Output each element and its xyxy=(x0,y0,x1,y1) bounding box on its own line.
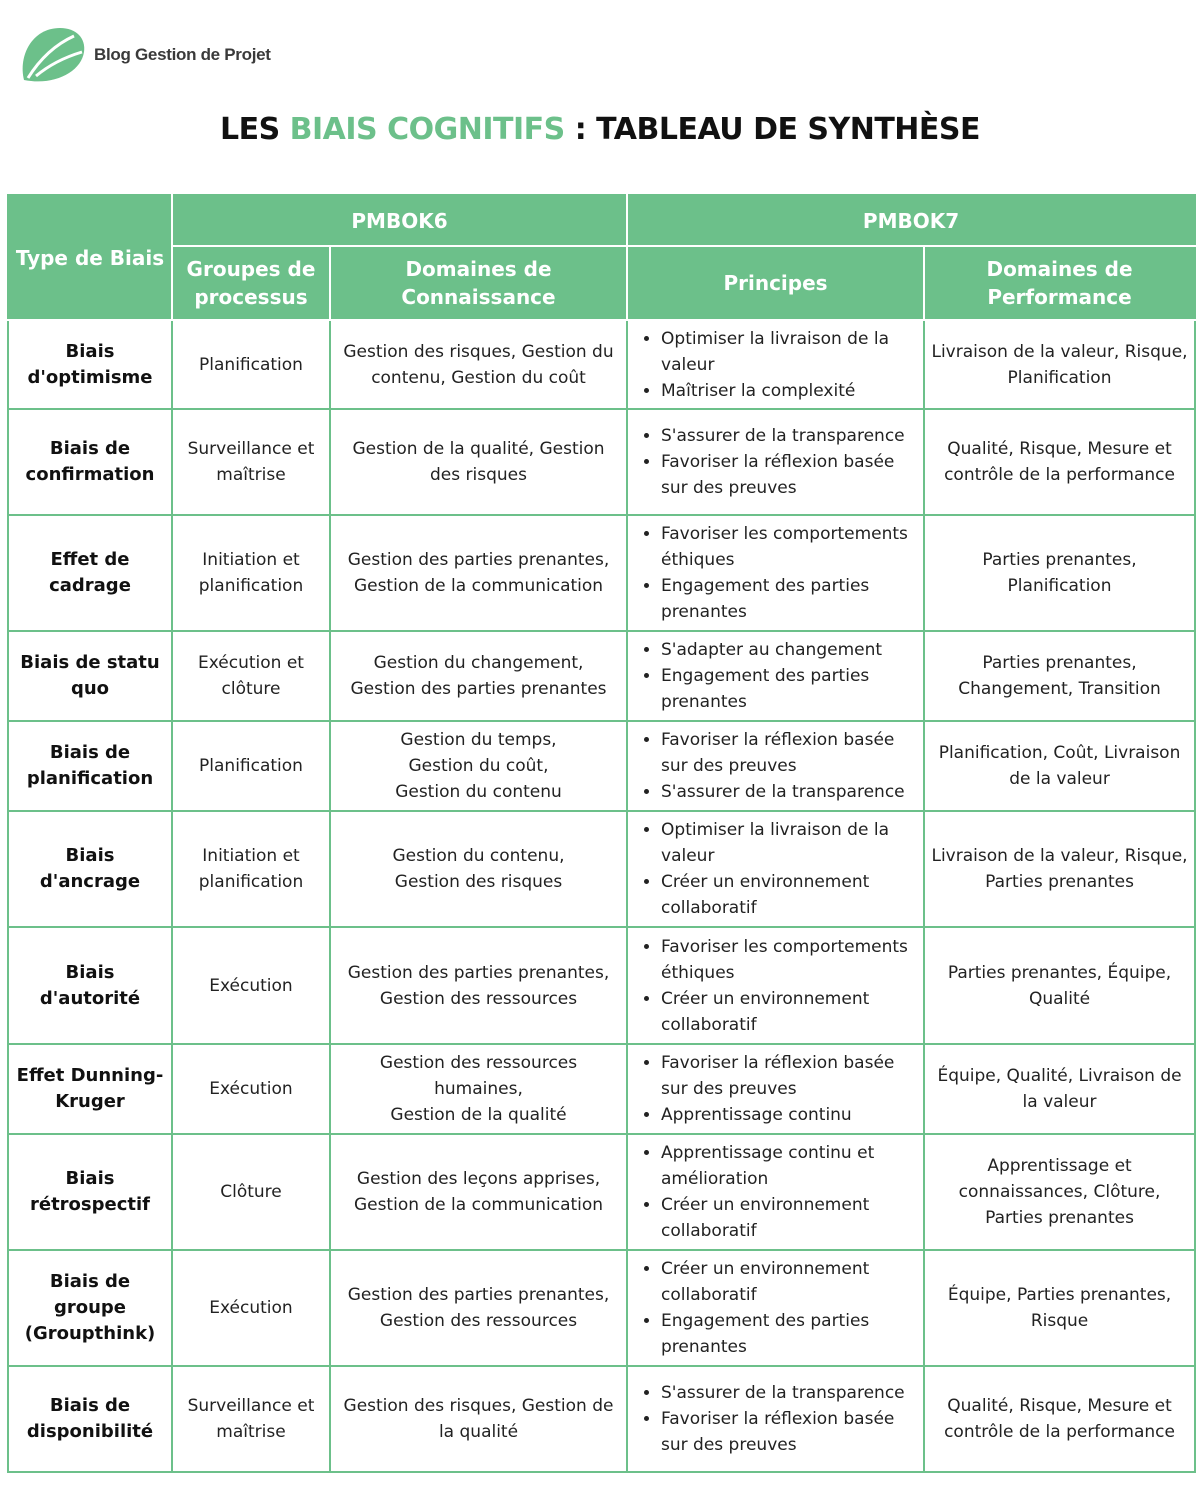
principle-item: • Apprentissage continu xyxy=(661,1102,918,1128)
performance-domain: Équipe, Qualité, Livraison de la valeur xyxy=(924,1044,1195,1134)
principle-item: • Engagement des parties prenantes xyxy=(661,1308,918,1360)
page-title xyxy=(0,112,1200,147)
principle-item: • Maîtriser la complexité xyxy=(661,378,918,404)
knowledge-domain: Gestion des risques, Gestion de la qualité xyxy=(330,1366,627,1472)
performance-domain: Livraison de la valeur, Risque, Planification xyxy=(924,320,1195,409)
bias-type: Biais d'autorité xyxy=(8,927,172,1043)
performance-domain: Qualité, Risque, Mesure et contrôle de la performance xyxy=(924,409,1195,515)
process-group: Clôture xyxy=(172,1134,330,1250)
principles xyxy=(627,1134,924,1250)
performance-domain: Planification, Coût, Livraison de la valeur xyxy=(924,721,1195,811)
table-row xyxy=(8,1044,1195,1134)
table-row xyxy=(8,811,1195,927)
principle-item: • Optimiser la livraison de la valeur xyxy=(661,326,918,378)
principles xyxy=(627,1366,924,1472)
principles xyxy=(627,811,924,927)
principle-item: • Favoriser la réflexion basée sur des preuves xyxy=(661,1406,918,1458)
knowledge-domain: Gestion des risques, Gestion du contenu, Gestion du coût xyxy=(330,320,627,409)
title-part1: LES xyxy=(219,112,290,147)
header-pmbok6: PMBOK6 xyxy=(172,195,627,246)
principle-item: • Engagement des parties prenantes xyxy=(661,573,918,625)
process-group: Planification xyxy=(172,320,330,409)
principle-item: • Créer un environnement collaboratif xyxy=(661,1256,918,1308)
principle-item: • Engagement des parties prenantes xyxy=(661,663,918,715)
header-groupes-de-processus: Groupes de processus xyxy=(172,246,330,320)
bias-type: Biais de disponibilité xyxy=(8,1366,172,1472)
performance-domain: Livraison de la valeur, Risque, Parties prenantes xyxy=(924,811,1195,927)
knowledge-domain: Gestion du contenu, Gestion des risques xyxy=(330,811,627,927)
bias-type: Biais de statu quo xyxy=(8,631,172,721)
principle-item: • Apprentissage continu et amélioration xyxy=(661,1140,918,1192)
table-row xyxy=(8,927,1195,1043)
header-pmbok7: PMBOK7 xyxy=(627,195,1195,246)
principles xyxy=(627,927,924,1043)
performance-domain: Parties prenantes, Planification xyxy=(924,515,1195,631)
bias-type: Effet Dunning- Kruger xyxy=(8,1044,172,1134)
performance-domain: Équipe, Parties prenantes, Risque xyxy=(924,1250,1195,1366)
table-row xyxy=(8,1134,1195,1250)
process-group: Surveillance et maîtrise xyxy=(172,1366,330,1472)
principles xyxy=(627,721,924,811)
synthesis-table xyxy=(7,194,1196,1473)
table-row xyxy=(8,409,1195,515)
performance-domain: Parties prenantes, Équipe, Qualité xyxy=(924,927,1195,1043)
header-domaines-de-connaissance: Domaines de Connaissance xyxy=(330,246,627,320)
knowledge-domain: Gestion de la qualité, Gestion des risques xyxy=(330,409,627,515)
principles xyxy=(627,1250,924,1366)
leaf-logo-icon xyxy=(18,22,88,88)
knowledge-domain: Gestion des parties prenantes, Gestion des ressources xyxy=(330,927,627,1043)
knowledge-domain: Gestion des leçons apprises, Gestion de la communication xyxy=(330,1134,627,1250)
process-group: Initiation et planification xyxy=(172,515,330,631)
header-domaines-de-performance: Domaines de Performance xyxy=(924,246,1195,320)
knowledge-domain: Gestion des parties prenantes, Gestion de la communication xyxy=(330,515,627,631)
process-group: Planification xyxy=(172,721,330,811)
principles xyxy=(627,631,924,721)
knowledge-domain: Gestion des parties prenantes, Gestion des ressources xyxy=(330,1250,627,1366)
principle-item: • Créer un environnement collaboratif xyxy=(661,1192,918,1244)
performance-domain: Parties prenantes, Changement, Transition xyxy=(924,631,1195,721)
table-row xyxy=(8,631,1195,721)
table-row xyxy=(8,1366,1195,1472)
header-type-de-biais: Type de Biais xyxy=(8,195,172,320)
principle-item: • S'assurer de la transparence xyxy=(661,1380,918,1406)
bias-type: Biais d'ancrage xyxy=(8,811,172,927)
principle-item: • Créer un environnement collaboratif xyxy=(661,869,918,921)
knowledge-domain: Gestion du changement, Gestion des parties prenantes xyxy=(330,631,627,721)
principle-item: • Créer un environnement collaboratif xyxy=(661,986,918,1038)
principle-item: • Favoriser les comportements éthiques xyxy=(661,934,918,986)
bias-type: Biais rétrospectif xyxy=(8,1134,172,1250)
principles xyxy=(627,1044,924,1134)
process-group: Surveillance et maîtrise xyxy=(172,409,330,515)
knowledge-domain: Gestion des ressources humaines, Gestion de la qualité xyxy=(330,1044,627,1134)
process-group: Exécution xyxy=(172,927,330,1043)
process-group: Exécution xyxy=(172,1250,330,1366)
table-row xyxy=(8,1250,1195,1366)
header-principes: Principes xyxy=(627,246,924,320)
performance-domain: Apprentissage et connaissances, Clôture, Parties prenantes xyxy=(924,1134,1195,1250)
title-accent: BIAIS COGNITIFS xyxy=(289,112,565,147)
principles xyxy=(627,515,924,631)
performance-domain: Qualité, Risque, Mesure et contrôle de la performance xyxy=(924,1366,1195,1472)
bias-type: Biais de confirmation xyxy=(8,409,172,515)
principles xyxy=(627,409,924,515)
title-part2: : TABLEAU DE SYNTHÈSE xyxy=(564,112,981,147)
principle-item: • Favoriser les comportements éthiques xyxy=(661,521,918,573)
process-group: Exécution et clôture xyxy=(172,631,330,721)
bias-type: Biais de groupe (Groupthink) xyxy=(8,1250,172,1366)
principle-item: • S'assurer de la transparence xyxy=(661,779,918,805)
principle-item: • S'assurer de la transparence xyxy=(661,423,918,449)
principle-item: • Favoriser la réflexion basée sur des preuves xyxy=(661,449,918,501)
principle-item: • Favoriser la réflexion basée sur des preuves xyxy=(661,727,918,779)
bias-type: Biais d'optimisme xyxy=(8,320,172,409)
table-row xyxy=(8,721,1195,811)
brand-name: Blog Gestion de Projet xyxy=(94,45,271,64)
knowledge-domain: Gestion du temps, Gestion du coût, Gestion du contenu xyxy=(330,721,627,811)
process-group: Initiation et planification xyxy=(172,811,330,927)
table-row xyxy=(8,515,1195,631)
process-group: Exécution xyxy=(172,1044,330,1134)
principle-item: • Favoriser la réflexion basée sur des preuves xyxy=(661,1050,918,1102)
bias-type: Effet de cadrage xyxy=(8,515,172,631)
principles xyxy=(627,320,924,409)
principle-item: • Optimiser la livraison de la valeur xyxy=(661,817,918,869)
principle-item: • S'adapter au changement xyxy=(661,637,918,663)
brand-logo xyxy=(18,22,271,88)
bias-type: Biais de planification xyxy=(8,721,172,811)
table-row xyxy=(8,320,1195,409)
